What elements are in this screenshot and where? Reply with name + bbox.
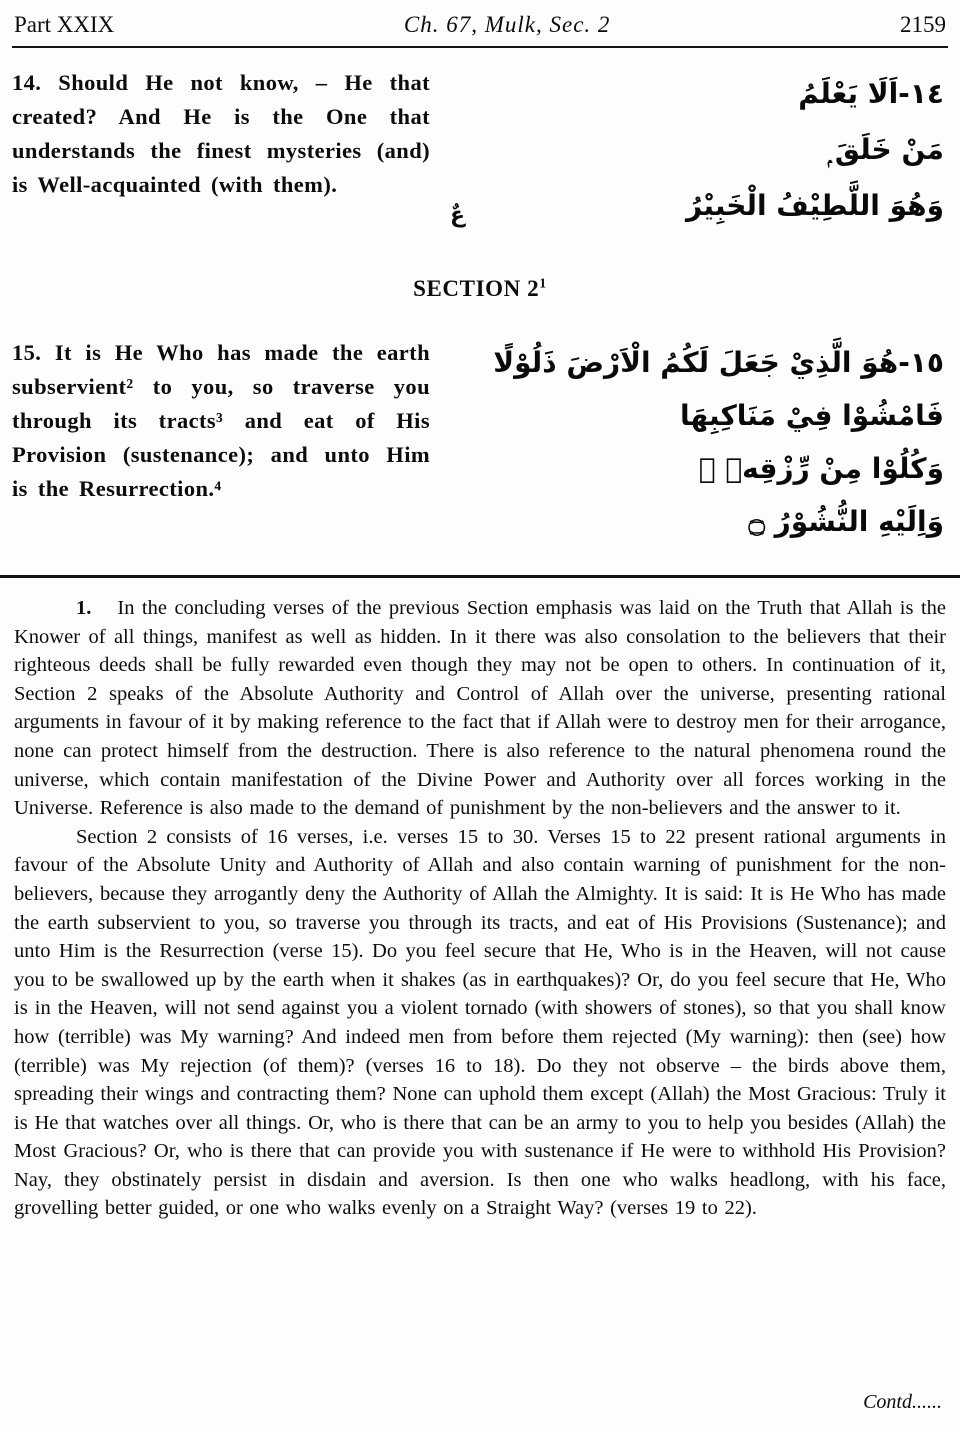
header-divider	[12, 46, 948, 48]
commentary-section	[12, 594, 948, 1223]
footnote-paragraph-1-text: In the concluding verses of the previous Section emphasis was laid on the Truth that Allah is the Knower of all things, manifest as well as hidden. In it there was also consolation to the believers that their righteous deeds shall be fully rewarded even though they may not be open to others. In continuation of it, Section 2 speaks of the Absolute Authority and Control of Allah over the universe, presenting rational arguments in favour of it by making reference to the fact that if Allah were to destroy men for their arrogance, none can protect himself from the destruction. There is also reference to the natural phenomena round the universe, which contain manifestation of the Divine Power and Authority over all forces working in the Universe. Reference is also made to the demand of punishment by the non-believers and the answer to it.	[14, 597, 946, 820]
verse-14-arabic-line-3	[448, 178, 944, 234]
verse-15-block	[12, 336, 948, 551]
header-part-label: Part XXIX	[14, 12, 115, 37]
verse-15-arabic-line-2: فَامْشُوْا فِيْ مَنَاكِبِهَا	[680, 399, 944, 432]
verse-14-arabic-line-3-text: وَهُوَ اللَّطِيْفُ الْخَبِيْرُ	[685, 189, 944, 222]
footnote-number: 1.	[76, 597, 92, 619]
verse-14-arabic-line-2: مَنْ خَلَقَ ۭ	[827, 133, 944, 166]
verse-15-arabic-line-1: ١٥-هُوَ الَّذِيْ جَعَلَ لَكُمُ الْاَرْضَ ذَلُوْلًا	[493, 346, 944, 379]
verse-15-arabic-line-4: وَاِلَيْهِ النُّشُوْرُ ۝	[748, 505, 944, 538]
section-heading-footnote-ref: 1	[539, 276, 547, 292]
verse-14-arabic-line-1: ١٤-اَلَا يَعْلَمُ	[798, 77, 944, 110]
verse-15-english-text: 15. It is He Who has made the earth subservient² to you, so traverse you through its tracts³ and eat of His Provision (sustenance); and unto Him is the Resurrection.⁴	[12, 340, 430, 501]
verse-14-english-text: 14. Should He not know, – He that created? And He is the One that understands the finest mysteries (and) is Well-acquainted (with them).	[12, 70, 430, 197]
section-heading	[12, 276, 948, 302]
continued-marker: Contd......	[863, 1391, 942, 1413]
verse-14-arabic-text	[448, 66, 948, 234]
footnote-paragraph-1	[14, 594, 946, 823]
header-page-number: 2159	[900, 12, 946, 37]
ruku-margin-mark: عٌ	[450, 203, 466, 228]
verse-14-block	[12, 66, 948, 246]
header-chapter-title: Ch. 67, Mulk, Sec. 2	[403, 12, 611, 37]
commentary-divider	[0, 575, 960, 578]
footnote-paragraph-2: Section 2 consists of 16 verses, i.e. verses 15 to 30. Verses 15 to 22 present rational arguments in favour of the Absolute Unity and Authority of Allah and also contain warning of punishment for the non-believers, because they arrogantly deny the Authority of Allah the Almighty. It is said: It is He Who has made the earth subservient to you, so traverse you through its tracts, and eat of His Provisions (Sustenance); and unto Him is the Resurrection (verse 15). Do you feel secure that He, Who is in the Heaven, will not cause you to be swallowed up by the earth when it shakes (as in earthquakes)? Or, do you feel secure that He, Who is in the Heaven, will not send against you a violent tornado (with showers of stones), so that you shall know how (terrible) was My warning? And indeed men from before them rejected (My warning): then (see) how (terrible) was My rejection (of them)? (verses 16 to 18). Do they not observe – the birds above them, spreading their wings and contracting them? None can uphold them except (Allah) the Most Gracious: Truly it is He that watches over all things. Or, who is there that can be an army to you to help you besides (Allah) the Most Gracious? Or, who is there that can provide you with sustenance if He were to withhold His Provision? Nay, they obstinately persist in disdain and aversion. Is then one who walks headlong, with his face, grovelling better guided, or one who walks evenly on a Straight Way? (verses 19 to 22).	[14, 825, 946, 1220]
verse-15-arabic-line-3: وَكُلُوْا مِنْ رِّزْقِهٖ ۭ	[698, 452, 944, 485]
section-heading-text: SECTION 2	[413, 276, 540, 301]
page-header	[12, 8, 948, 46]
verse-15-arabic-text	[448, 336, 948, 548]
